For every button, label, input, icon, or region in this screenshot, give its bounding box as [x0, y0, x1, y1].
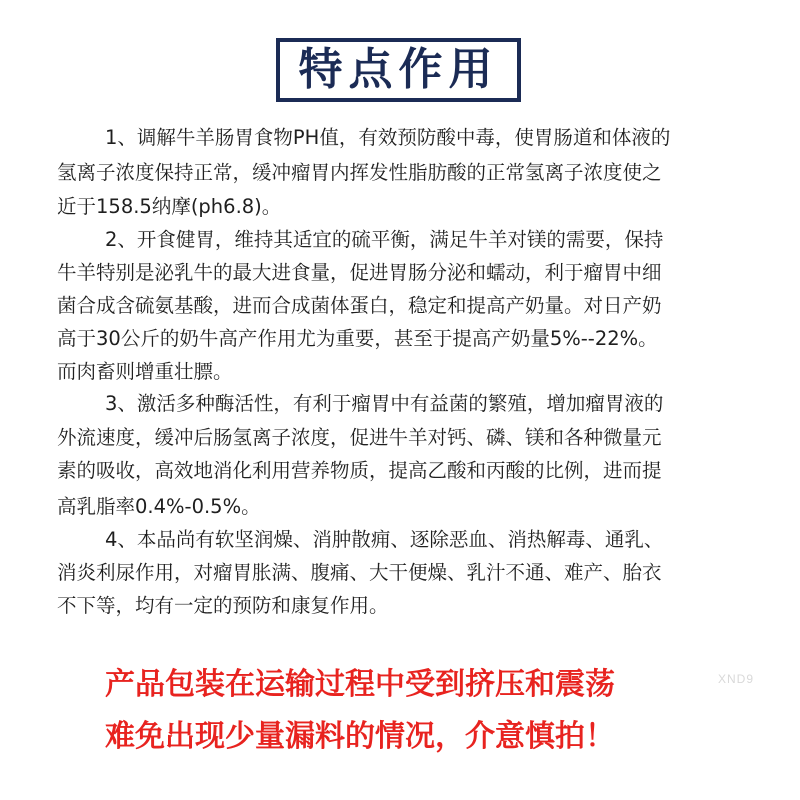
paragraph-3-line-4: 高乳脂率0.4%-0.5%。 [57, 495, 261, 518]
title-box [276, 38, 521, 102]
page-title: 特点作用 [298, 44, 499, 95]
paragraph-3-line-3: 素的吸收，高效地消化利用营养物质，提高乙酸和丙酸的比例，进而提 [57, 459, 662, 482]
watermark: XND9 [718, 672, 755, 686]
paragraph-2-line-3: 菌合成含硫氨基酸，进而合成菌体蛋白，稳定和提高产奶量。对日产奶 [57, 294, 662, 317]
paragraph-3-line-1: 3、激活多种酶活性，有利于瘤胃中有益菌的繁殖，增加瘤胃液的 [105, 392, 664, 415]
paragraph-3-line-2: 外流速度，缓冲后肠氢离子浓度，促进牛羊对钙、磷、镁和各种微量元 [57, 426, 662, 449]
paragraph-4-line-3: 不下等，均有一定的预防和康复作用。 [57, 594, 389, 617]
paragraph-4-line-2: 消炎利尿作用，对瘤胃胀满、腹痛、大干便燥、乳汁不通、难产、胎衣 [57, 561, 662, 584]
paragraph-2-line-4: 高于30公斤的奶牛高产作用尤为重要，甚至于提高产奶量5%--22%。 [57, 327, 658, 350]
paragraph-2-line-1: 2、开食健胃，维持其适宜的硫平衡，满足牛羊对镁的需要，保持 [105, 228, 664, 251]
paragraph-1-line-1: 1、调解牛羊肠胃食物PH值，有效预防酸中毒，使胃肠道和体液的 [105, 126, 671, 149]
warning-line-2: 难免出现少量漏料的情况，介意慎拍！ [105, 719, 615, 754]
paragraph-2-line-5: 而肉畜则增重壮膘。 [57, 360, 233, 383]
paragraph-2-line-2: 牛羊特别是泌乳牛的最大进食量，促进胃肠分泌和蠕动，利于瘤胃中细 [57, 261, 662, 284]
paragraph-1-line-3: 近于158.5纳摩(ph6.8)。 [57, 195, 282, 218]
warning-line-1: 产品包装在运输过程中受到挤压和震荡 [105, 667, 615, 702]
paragraph-4-line-1: 4、本品尚有软坚润燥、消肿散痈、逐除恶血、消热解毒、通乳、 [105, 528, 664, 551]
paragraph-1-line-2: 氢离子浓度保持正常，缓冲瘤胃内挥发性脂肪酸的正常氢离子浓度使之 [57, 161, 662, 184]
